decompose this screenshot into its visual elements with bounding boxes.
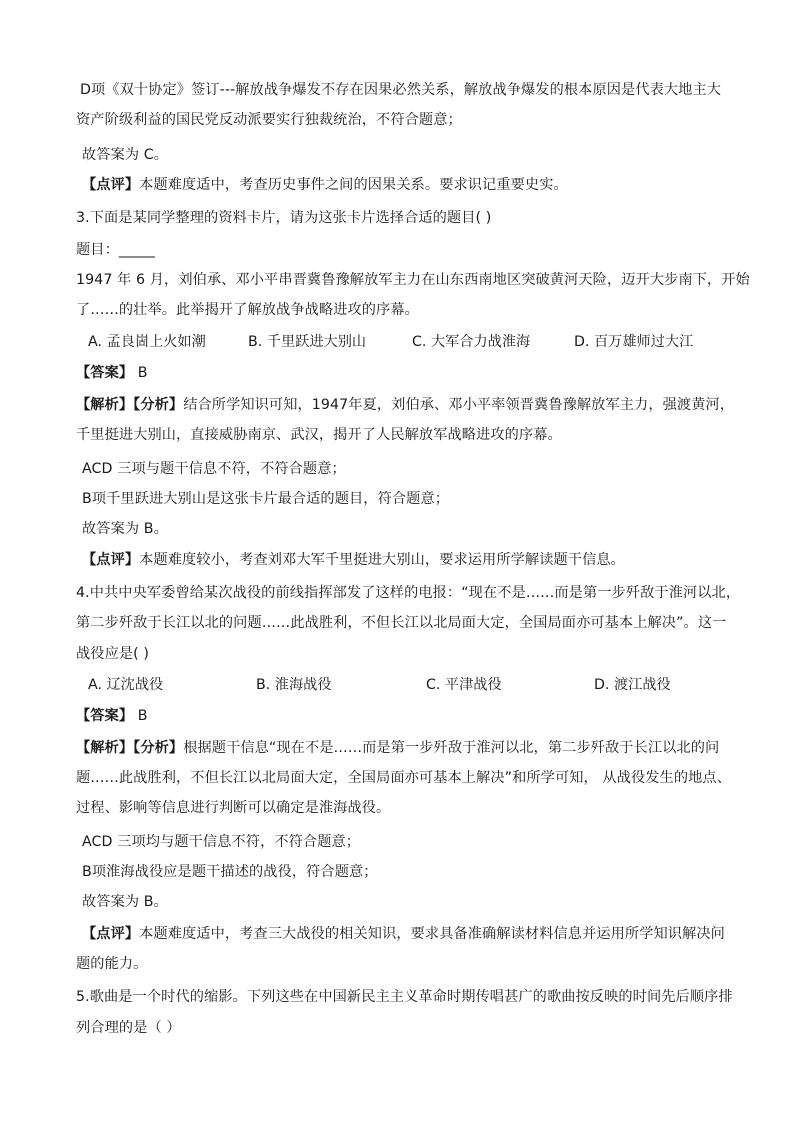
q2-conclusion: 故答案为 C。 <box>82 147 169 163</box>
comment-tag: 【点评】 <box>82 177 140 193</box>
q3-option-a: A. 孟良崮上火如潮 <box>88 334 206 350</box>
comment-tag: 【点评】 <box>82 926 140 942</box>
q5-stem-line2: 列合理的是（ ） <box>76 1020 181 1036</box>
comment-text: 本题难度适中，考查三大战役的相关知识，要求具备准确解读材料信息并运用所学知识解决问 <box>139 926 725 942</box>
q3-stem: 3.下面是某同学整理的资料卡片，请为这张卡片选择合适的题目( ) <box>76 210 492 226</box>
q3-option-b: B. 千里跃进大别山 <box>248 334 367 350</box>
q3-comment <box>82 550 625 570</box>
answer-value: B <box>137 365 148 381</box>
q3-analysis-line1 <box>76 395 734 415</box>
q4-option-d: D. 渡江战役 <box>594 677 671 693</box>
q2-option-d-analysis-line1: D项《双十协定》签订---解放战争爆发不存在因果必然关系，解放战争爆发的根本原因是代表大地主大 <box>80 82 722 98</box>
q3-title-blank: 题目：_____ <box>76 242 155 258</box>
q4-point2: B项淮海战役应是题干描述的战役，符合题意； <box>82 864 378 880</box>
q4-comment-line1 <box>82 924 725 944</box>
analysis-text: 结合所学知识可知，1947年夏，刘伯承、邓小平率领晋冀鲁豫解放军主力，强渡黄河， <box>183 397 735 413</box>
answer-tag: 【答案】 <box>76 708 134 724</box>
q4-analysis-line2: 题……此战胜利，不但长江以北局面大定，全国局面亦可基本上解决”和所学可知， 从战役发生的地点、 <box>76 770 732 786</box>
q3-option-c: C. 大军合力战淮海 <box>412 334 531 350</box>
q4-option-a: A. 辽沈战役 <box>88 677 164 693</box>
q3-option-d: D. 百万雄师过大江 <box>574 334 694 350</box>
q4-point1: ACD 三项均与题干信息不符，不符合题意； <box>82 834 361 850</box>
analysis-text: 根据题干信息“现在不是……而是第一步歼敌于淮河以北，第二步歼敌于长江以北的问 <box>183 740 720 756</box>
q4-option-c: C. 平津战役 <box>426 677 502 693</box>
analysis-tag: 【解析】【分析】 <box>76 397 184 413</box>
q3-analysis-line2: 千里挺进大别山，直接威胁南京、武汉，揭开了人民解放军战略进攻的序幕。 <box>76 427 562 443</box>
analysis-tag: 【解析】【分析】 <box>76 740 184 756</box>
answer-tag: 【答案】 <box>76 365 134 381</box>
q2-comment <box>82 175 568 195</box>
q2-option-d-analysis-line2: 资产阶级利益的国民党反动派要实行独裁统治，不符合题意； <box>76 112 462 128</box>
q3-point2: B项千里跃进大别山是这张卡片最合适的题目，符合题意； <box>82 491 450 507</box>
comment-text: 本题难度适中，考查历史事件之间的因果关系。要求识记重要史实。 <box>139 177 568 193</box>
q3-material-line1: 1947 年 6 月，刘伯承、邓小平串晋冀鲁豫解放军主力在山东西南地区突破黄河天险，迈开大步南下，开始 <box>76 272 750 288</box>
q4-analysis-line1 <box>76 738 719 758</box>
q3-material-line2: 了……的壮举。此举揭开了解放战争战略进攻的序幕。 <box>76 302 419 318</box>
q3-answer <box>76 363 148 383</box>
q4-stem-line1: 4.中共中央军委曾给某次战役的前线指挥部发了这样的电报：“现在不是……而是第一步歼敌于淮河以北， <box>76 585 741 601</box>
q5-stem-line1: 5.歌曲是一个时代的缩影。下列这些在中国新民主主义革命时期传唱甚广的歌曲按反映的时间先后顺序排 <box>76 989 733 1005</box>
q4-analysis-line3: 过程、影响等信息进行判断可以确定是淮海战役。 <box>76 800 391 816</box>
q3-point1: ACD 三项与题干信息不符，不符合题意； <box>82 461 346 477</box>
q4-conclusion: 故答案为 B。 <box>82 894 168 910</box>
q4-stem-line3: 战役应是( ) <box>76 646 150 662</box>
q4-option-b: B. 淮海战役 <box>256 677 332 693</box>
q4-comment-line2: 题的能力。 <box>76 956 148 972</box>
q4-stem-line2: 第二步歼敌于长江以北的问题……此战胜利，不但长江以北局面大定，全国局面亦可基本上解决”。这一 <box>76 615 727 631</box>
comment-tag: 【点评】 <box>82 552 140 568</box>
comment-text: 本题难度较小，考查刘邓大军千里挺进大别山，要求运用所学解读题干信息。 <box>139 552 625 568</box>
q4-answer <box>76 706 148 726</box>
answer-value: B <box>137 708 148 724</box>
q3-conclusion: 故答案为 B。 <box>82 521 168 537</box>
